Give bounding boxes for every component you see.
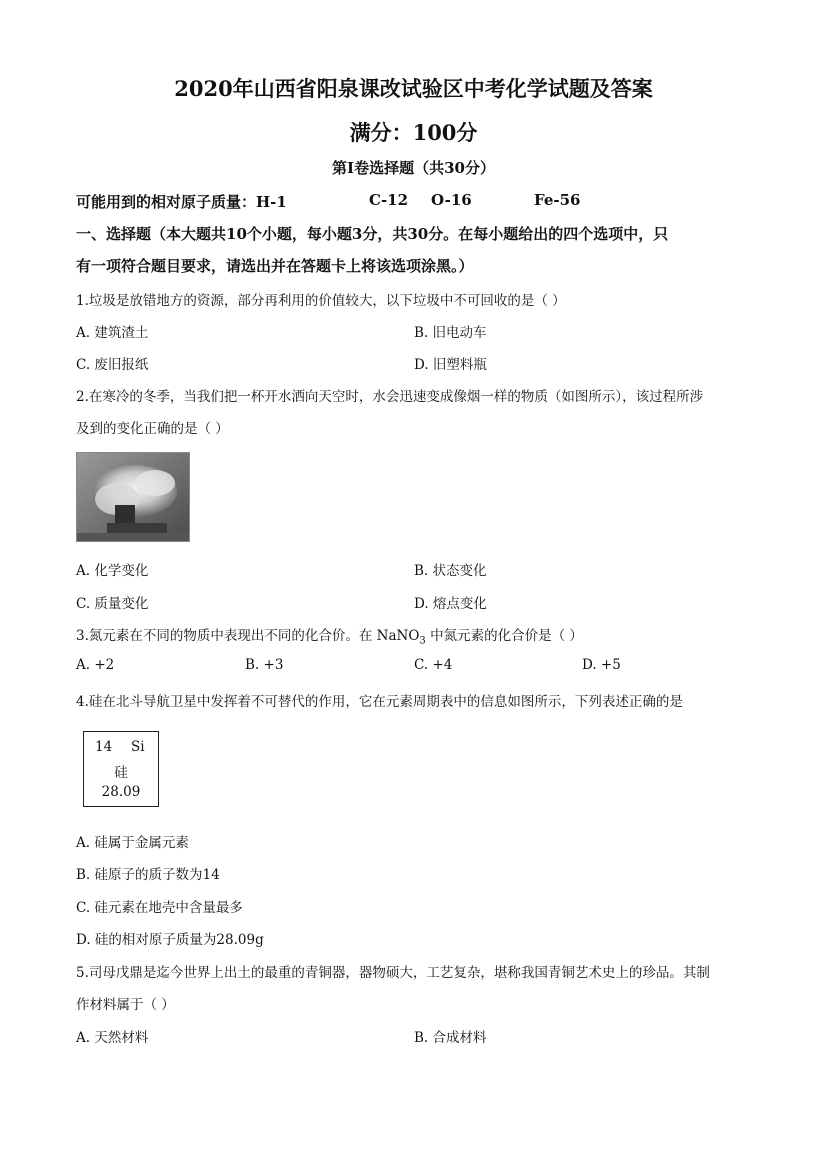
q3-option-c: C. +4 xyxy=(414,657,453,673)
q3-subscript: 3 xyxy=(419,635,426,647)
q1-option-c: C. 废旧报纸 xyxy=(76,357,149,373)
question-1-stem: 1.垃圾是放错地方的资源，部分再利用的价值较大，以下垃圾中不可回收的是（ ） xyxy=(76,293,566,309)
question-4-stem: 4.硅在北斗导航卫星中发挥着不可替代的作用，它在元素周期表中的信息如图所示，下列表述正确的是 xyxy=(76,694,683,710)
question-5-stem-line1: 5.司母戊鼎是迄今世界上出土的最重的青铜器，器物硕大，工艺复杂，堪称我国青铜艺术史上的珍品。其制 xyxy=(76,965,710,981)
q1-option-d: D. 旧塑料瓶 xyxy=(414,357,487,373)
question-3-stem xyxy=(76,624,583,647)
full-score: 满分：100分 xyxy=(349,120,478,145)
atomic-mass-label: 可能用到的相对原子质量：H-1 xyxy=(76,193,287,211)
steam-image xyxy=(77,453,189,541)
q2-option-b: B. 状态变化 xyxy=(414,563,487,579)
q2-option-a: A. 化学变化 xyxy=(76,563,149,579)
question-5-stem-line2: 作材料属于（ ） xyxy=(76,997,175,1013)
question-2-stem-line1: 2.在寒冷的冬季，当我们把一杯开水洒向天空时，水会迅速变成像烟一样的物质（如图所示），该过程所涉 xyxy=(76,389,704,405)
q3-stem-text-end: 中氮元素的化合价是（ ） xyxy=(425,628,583,644)
atomic-mass-c: C-12 xyxy=(369,191,409,209)
q3-option-d: D. +5 xyxy=(582,657,621,673)
volume-heading: 第Ⅰ卷选择题（共30分） xyxy=(332,159,495,177)
q1-option-a: A. 建筑渣土 xyxy=(76,325,149,341)
q5-option-a: A. 天然材料 xyxy=(76,1030,149,1046)
q5-option-b: B. 合成材料 xyxy=(414,1030,487,1046)
boiling-water-photo xyxy=(76,452,190,542)
atomic-mass: 28.09 xyxy=(101,784,141,800)
q4-option-d: D. 硅的相对原子质量为28.09g xyxy=(76,932,264,948)
q4-option-a: A. 硅属于金属元素 xyxy=(76,835,189,851)
q2-option-d: D. 熔点变化 xyxy=(414,596,487,612)
element-name: 硅 xyxy=(114,765,128,781)
periodic-table-cell xyxy=(83,731,159,807)
q4-option-c: C. 硅元素在地壳中含量最多 xyxy=(76,900,243,916)
q1-option-b: B. 旧电动车 xyxy=(414,325,487,341)
q2-option-c: C. 质量变化 xyxy=(76,596,149,612)
q3-option-a: A. +2 xyxy=(76,657,115,673)
atomic-number: 14 xyxy=(95,739,113,755)
q3-stem-text: 3.氮元素在不同的物质中表现出不同的化合价。在 NaNO xyxy=(76,628,420,644)
element-symbol: Si xyxy=(131,739,145,755)
exam-title: 2020年山西省阳泉课改试验区中考化学试题及答案 xyxy=(174,76,653,101)
q3-option-b: B. +3 xyxy=(245,657,284,673)
atomic-mass-o: O-16 xyxy=(431,191,472,209)
atomic-mass-fe: Fe-56 xyxy=(534,191,581,209)
question-2-stem-line2: 及到的变化正确的是（ ） xyxy=(76,421,229,437)
atomic-mass-line xyxy=(76,191,287,212)
section-instruction-line1: 一、选择题（本大题共10个小题，每小题3分，共30分。在每小题给出的四个选项中，只 xyxy=(76,225,669,243)
section-instruction-line2: 有一项符合题目要求，请选出并在答题卡上将该选项涂黑。） xyxy=(76,257,474,275)
q4-option-b: B. 硅原子的质子数为14 xyxy=(76,867,220,883)
